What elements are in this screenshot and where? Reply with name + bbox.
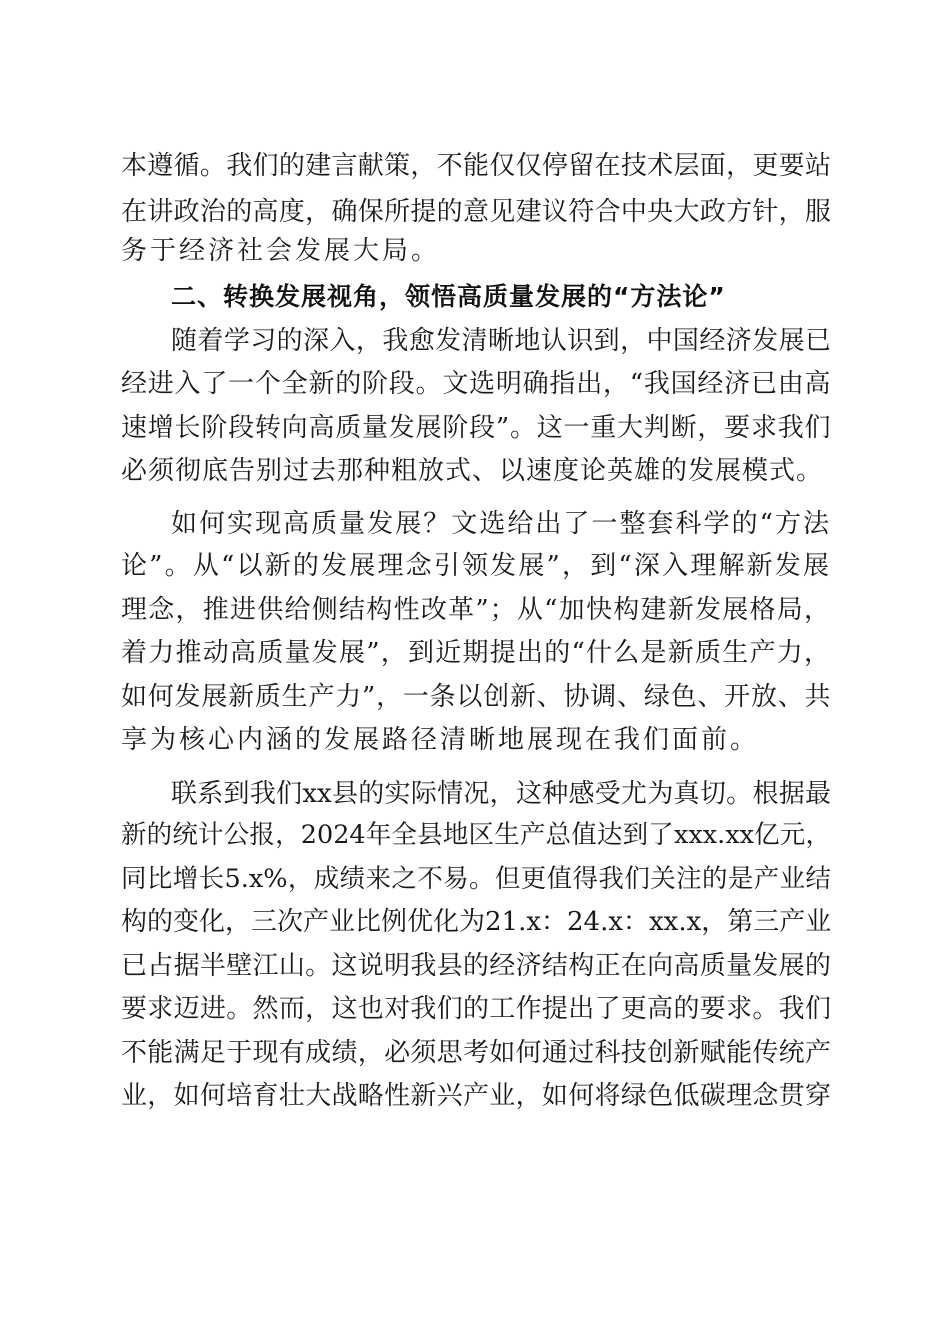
text-line: 已占据半壁江山。这说明我县的经济结构正在向高质量发展的 <box>121 951 831 981</box>
text-line: 业，如何培育壮大战略性新兴产业，如何将绿色低碳理念贯穿 <box>121 1081 831 1111</box>
text-line: 如何实现高质量发展？文选给出了一整套科学的“方法 <box>171 509 831 539</box>
text-line: 不能满足于现有成绩，必须思考如何通过科技创新赋能传统产 <box>121 1038 831 1068</box>
text-line: 联系到我们xx县的实际情况，这种感受尤为真切。根据最 <box>171 779 831 809</box>
text-line: 着力推动高质量发展”，到近期提出的“什么是新质生产力， <box>121 638 831 668</box>
text-line: 在讲政治的高度，确保所提的意见建议符合中央大政方针，服 <box>121 197 831 227</box>
text-line: 享为核心内涵的发展路径清晰地展现在我们面前。 <box>121 725 760 755</box>
text-line: 构的变化，三次产业比例优化为21.x：24.x：xx.x，第三产业 <box>121 907 832 937</box>
text-line: 必须彻底告别过去那种粗放式、以速度论英雄的发展模式。 <box>121 456 824 486</box>
text-line: 论”。从“以新的发展理念引领发展”，到“深入理解新发展 <box>121 551 831 581</box>
text-line: 本遵循。我们的建言献策，不能仅仅停留在技术层面，更要站 <box>121 151 831 181</box>
text-line: 要求迈进。然而，这也对我们的工作提出了更高的要求。我们 <box>121 994 831 1024</box>
text-line: 理念，推进供给侧结构性改革”；从“加快构建新发展格局， <box>121 595 831 625</box>
section-heading: 二、转换发展视角，领悟高质量发展的“方法论” <box>171 282 726 311</box>
text-line: 同比增长5.x%，成绩来之不易。但更值得我们关注的是产业结 <box>121 864 831 894</box>
text-line: 如何发展新质生产力”，一条以创新、协调、绿色、开放、共 <box>121 682 831 712</box>
text-line: 经进入了一个全新的阶段。文选明确指出，“我国经济已由高 <box>121 369 831 399</box>
text-line: 务于经济社会发展大局。 <box>121 236 441 266</box>
text-line: 新的统计公报，2024年全县地区生产总值达到了xxx.xx亿元， <box>121 820 831 850</box>
text-line: 速增长阶段转向高质量发展阶段”。这一重大判断，要求我们 <box>121 413 831 443</box>
text-line: 随着学习的深入，我愈发清晰地认识到，中国经济发展已 <box>171 326 831 356</box>
